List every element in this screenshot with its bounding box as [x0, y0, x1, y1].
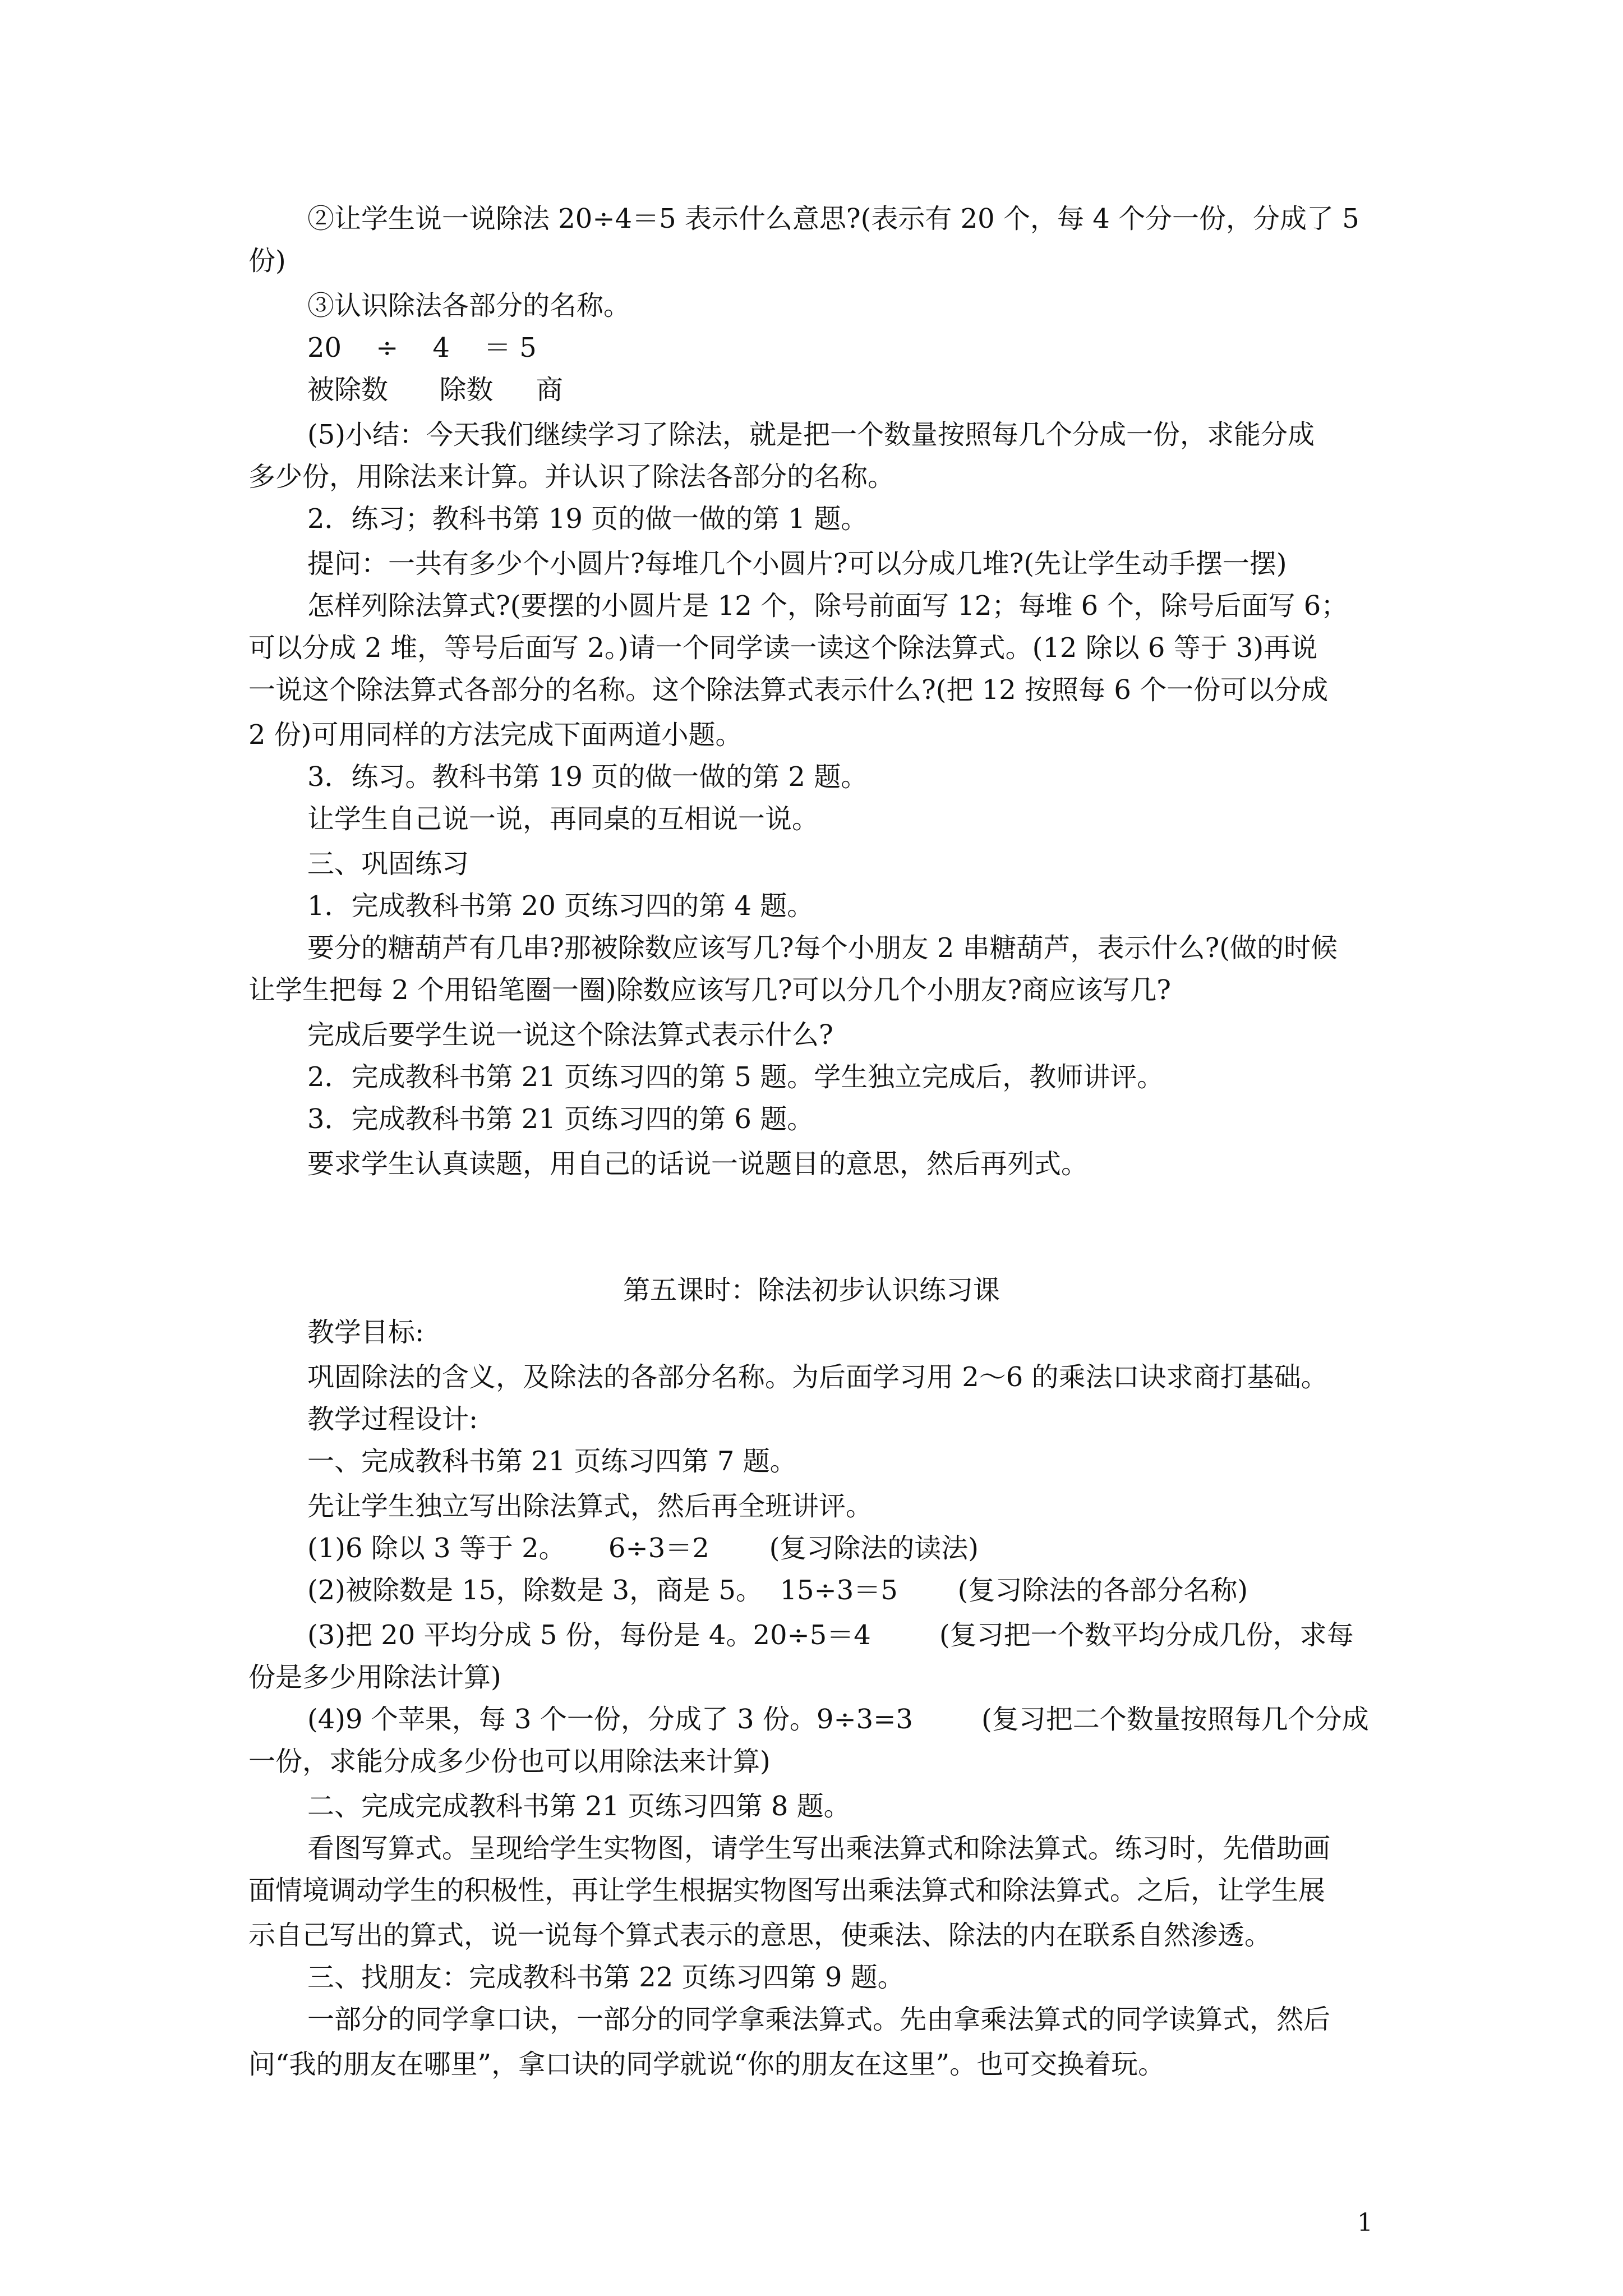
paragraph-line: 巩固除法的含义，及除法的各部分名称。为后面学习用 2～6 的乘法口诀求商打基础。 [307, 1361, 1328, 1393]
paragraph-line: 多少份，用除法来计算。并认识了除法各部分的名称。 [248, 461, 895, 493]
paragraph-line: 3．练习。教科书第 19 页的做一做的第 2 题。 [307, 761, 868, 793]
paragraph-line: 份是多少用除法计算) [248, 1662, 501, 1693]
paragraph-line: 让学生把每 2 个用铅笔圈一圈)除数应该写几?可以分几个小朋友?商应该写几? [248, 974, 1171, 1006]
paragraph-line: 要求学生认真读题，用自己的话说一说题目的意思，然后再列式。 [307, 1148, 1089, 1180]
paragraph-line: 可以分成 2 堆，等号后面写 2。)请一个同学读一读这个除法算式。(12 除以 6 等于 3)再说 [248, 632, 1318, 664]
paragraph-line: 教学过程设计: [307, 1404, 478, 1435]
paragraph-line: 怎样列除法算式?(要摆的小圆片是 12 个，除号前面写 12；每堆 6 个，除号后面写 6； [307, 590, 1348, 622]
paragraph-line: 2．练习；教科书第 19 页的做一做的第 1 题。 [307, 503, 868, 535]
section-heading: 三、巩固练习 [307, 848, 469, 880]
paragraph-line: 先让学生独立写出除法算式，然后再全班讲评。 [307, 1490, 873, 1522]
paragraph-line: 被除数 除数 商 [307, 374, 563, 406]
paragraph-line: 三、找朋友：完成教科书第 22 页练习四第 9 题。 [307, 1962, 905, 1993]
paragraph-line: 2 份)可用同样的方法完成下面两道小题。 [248, 719, 743, 751]
paragraph-line: 要分的糖葫芦有几串?那被除数应该写几?每个小朋友 2 串糖葫芦，表示什么?(做的时候 [307, 932, 1338, 964]
page-number: 1 [1357, 2208, 1373, 2237]
paragraph-line: 份) [248, 245, 286, 277]
paragraph-line: 看图写算式。呈现给学生实物图，请学生写出乘法算式和除法算式。练习时，先借助画 [307, 1833, 1331, 1864]
paragraph-line: (3)把 20 平均分成 5 份，每份是 4。20÷5＝4 (复习把一个数平均分成几份，求每 [307, 1619, 1354, 1651]
paragraph-line: 1．完成教科书第 20 页练习四的第 4 题。 [307, 890, 814, 922]
paragraph-line: 让学生自己说一说，再同桌的互相说一说。 [307, 803, 819, 835]
paragraph-line: 教学目标: [307, 1317, 425, 1348]
paragraph-line: ②让学生说一说除法 20÷4＝5 表示什么意思?(表示有 20 个，每 4 个分一份，分成了 5 [307, 203, 1359, 234]
paragraph-line: (5)小结：今天我们继续学习了除法，就是把一个数量按照每几个分成一份，求能分成 [307, 419, 1315, 450]
paragraph-line: 一份，求能分成多少份也可以用除法来计算) [248, 1746, 771, 1777]
paragraph-line: 面情境调动学生的积极性，再让学生根据实物图写出乘法算式和除法算式。之后，让学生展 [248, 1875, 1326, 1906]
paragraph-line: 完成后要学生说一说这个除法算式表示什么? [307, 1019, 833, 1051]
paragraph-line: 一、完成教科书第 21 页练习四第 7 题。 [307, 1446, 797, 1477]
paragraph-line: 一说这个除法算式各部分的名称。这个除法算式表示什么?(把 12 按照每 6 个一份可以分成 [248, 674, 1329, 706]
paragraph-line: 20 ÷ 4 ＝ 5 [307, 332, 537, 364]
paragraph-line: 二、完成完成教科书第 21 页练习四第 8 题。 [307, 1791, 851, 1822]
paragraph-line: (2)被除数是 15，除数是 3，商是 5。 15÷3＝5 (复习除法的各部分名称) [307, 1575, 1248, 1606]
paragraph-line: (1)6 除以 3 等于 2。 6÷3＝2 (复习除法的读法) [307, 1533, 979, 1564]
paragraph-line: 示自己写出的算式，说一说每个算式表示的意思，使乘法、除法的内在联系自然渗透。 [248, 1920, 1272, 1951]
paragraph-line: 2．完成教科书第 21 页练习四的第 5 题。学生独立完成后，教师讲评。 [307, 1061, 1164, 1093]
paragraph-line: 提问：一共有多少个小圆片?每堆几个小圆片?可以分成几堆?(先让学生动手摆一摆) [307, 548, 1287, 579]
paragraph-line: 一部分的同学拿口诀，一部分的同学拿乘法算式。先由拿乘法算式的同学读算式，然后 [307, 2004, 1331, 2035]
paragraph-line: 3．完成教科书第 21 页练习四的第 6 题。 [307, 1103, 814, 1135]
lesson-title: 第五课时：除法初步认识练习课 [623, 1274, 1000, 1306]
paragraph-line: ③认识除法各部分的名称。 [307, 290, 631, 321]
paragraph-line: (4)9 个苹果，每 3 个一份，分成了 3 份。9÷3=3 (复习把二个数量按照每几个分成 [307, 1704, 1369, 1735]
paragraph-line: 问“我的朋友在哪里”，拿口诀的同学就说“你的朋友在这里”。也可交换着玩。 [248, 2049, 1165, 2080]
